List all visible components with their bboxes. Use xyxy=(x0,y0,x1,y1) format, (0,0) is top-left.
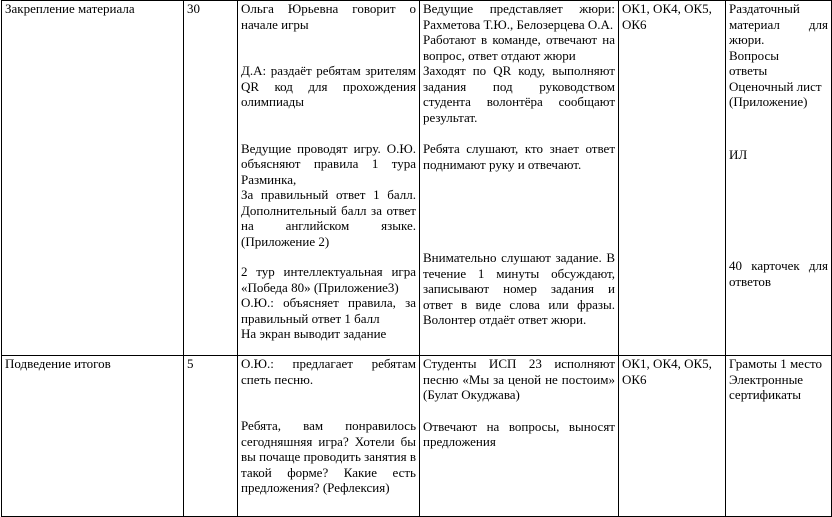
materials-cell xyxy=(726,356,832,517)
student-text: Студенты ИСП 23 исполняют песню «Мы за ценой не постоим» (Булат Окуджава) xyxy=(423,356,615,402)
competencies-cell xyxy=(619,1,726,356)
materials-text: Оценочный лист xyxy=(729,78,822,94)
materials-cell xyxy=(726,1,832,356)
competencies-cell xyxy=(619,356,726,517)
materials-text: ответы xyxy=(729,63,768,78)
time-value: 5 xyxy=(187,356,194,371)
student-activity-cell xyxy=(420,356,619,517)
stage-name: Закрепление материала xyxy=(5,1,135,16)
time-cell xyxy=(184,356,238,517)
stage-name: Подведение итогов xyxy=(5,356,111,371)
lesson-plan-table xyxy=(1,0,832,517)
teacher-text: Ведущие проводят игру. О.Ю. объясняют правила 1 тура Разминка, xyxy=(241,140,416,187)
table-row xyxy=(2,1,832,356)
table-row xyxy=(2,356,832,517)
teacher-text: За правильный ответ 1 балл. Дополнительный балл за ответ на английском языке. (Приложение 2) xyxy=(241,187,416,249)
teacher-activity-cell xyxy=(238,1,420,356)
competencies-list: ОК1, ОК4, ОК5, ОК6 xyxy=(622,356,712,387)
materials-text: (Приложение) xyxy=(729,94,808,109)
student-text: Работают в команде, отвечают на вопрос, ответ отдают жюри xyxy=(423,32,615,63)
student-text: Отвечают на вопросы, выносят предложения xyxy=(423,418,615,449)
materials-text: Вопросы xyxy=(729,47,779,63)
teacher-text: На экран выводит задание xyxy=(241,326,387,341)
competencies-list: ОК1, ОК4, ОК5, ОК6 xyxy=(622,1,712,32)
student-text: Ведущие представляет жюри: Рахметова Т.Ю., Белозерцева О.А. xyxy=(423,1,615,32)
teacher-text: 2 тур интеллектуальная игра «Победа 80» (Приложение3) xyxy=(241,264,416,295)
time-cell xyxy=(184,1,238,356)
teacher-text: О.Ю.: предлагает ребятам спеть песню. xyxy=(241,356,416,387)
materials-text: ИЛ xyxy=(729,146,748,162)
materials-text: Грамоты 1 место xyxy=(729,356,823,371)
teacher-text: Ребята, вам понравилось сегодняшняя игра? Хотели бы вы почаще проводить занятия в такой форме? Какие есть предложения? (Рефлексия) xyxy=(241,418,416,495)
stage-cell xyxy=(2,356,184,517)
time-value: 30 xyxy=(187,1,200,16)
materials-text: Раздаточный материал для жюри. xyxy=(729,1,828,47)
student-text: Внимательно слушают задание. В течение 1 минуты обсуждают, записывают номер задания и ответ в виде слова или фразы. Волонтер отдаёт ответ жюри. xyxy=(423,250,615,327)
stage-cell xyxy=(2,1,184,356)
student-text: Ребята слушают, кто знает ответ поднимают руку и отвечают. xyxy=(423,141,615,172)
student-activity-cell xyxy=(420,1,619,356)
student-text: Заходят по QR коду, выполняют задания под руководством студента волонтёра сообщают результат. xyxy=(423,63,615,125)
teacher-text: О.Ю.: объясняет правила, за правильный ответ 1 балл xyxy=(241,295,416,326)
teacher-activity-cell xyxy=(238,356,420,517)
materials-text: 40 карточек для ответов xyxy=(729,258,828,289)
materials-text: Электронные сертификаты xyxy=(729,371,804,402)
teacher-text: Ольга Юрьевна говорит о начале игры xyxy=(241,1,416,32)
teacher-text: Д.А: раздаёт ребятам зрителям QR код для прохождения олимпиады xyxy=(241,63,416,109)
